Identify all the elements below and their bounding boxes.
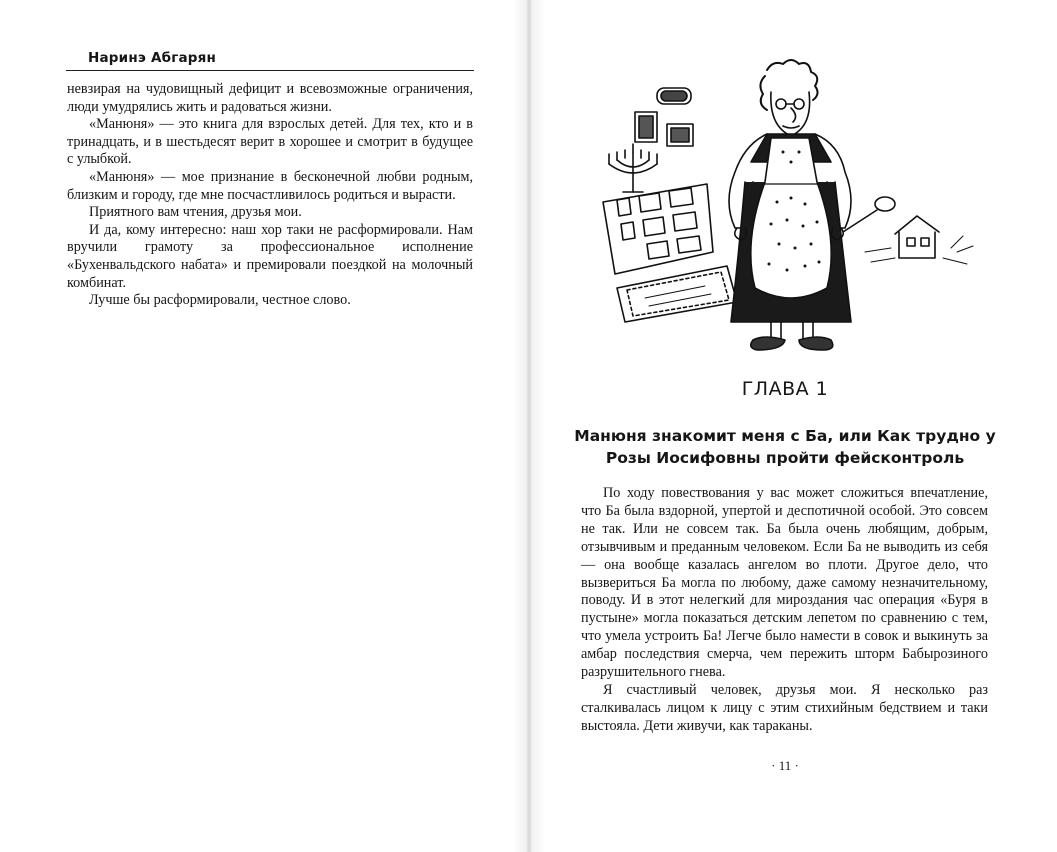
page-number: · 11 · — [771, 758, 799, 773]
wall-frames — [635, 88, 693, 146]
chapter-illustration — [595, 52, 980, 357]
dresser — [603, 184, 713, 274]
chapter-number: ГЛАВА 1 — [741, 378, 829, 400]
running-head-author: Наринэ Абгарян — [88, 50, 217, 66]
header-rule — [66, 70, 474, 71]
right-body-text — [581, 485, 988, 736]
left-paragraph-2: «Манюня» — это книга для взрослых детей. Для тех, кто и в тринадцать, и в шестьдесят верит в хорошее и смотрит в будущее с улыбкой. — [67, 116, 473, 168]
carpet — [617, 266, 737, 322]
book-gutter — [512, 0, 546, 852]
candelabra — [609, 144, 657, 192]
grandmother-figure — [729, 60, 895, 350]
left-paragraph-1: невзирая на чудовищный дефицит и всевозможные ограничения, люди умудрялись жить и радоваться жизни. — [67, 81, 473, 115]
left-paragraph-4: Приятного вам чтения, друзья мои. — [89, 204, 302, 221]
left-paragraph-3: «Манюня» — мое признание в бесконечной любви родным, близким и городу, где мне посчастливилось родиться и вырасти. — [67, 168, 473, 203]
right-paragraph-2: Я счастливый человек, друзья мои. Я несколько раз сталкивалась лицом к лицу с этим стихийным бедствием и таки выстояла. Дети живучи, как тараканы. — [581, 681, 988, 734]
right-paragraph-1: По ходу повествования у вас может сложиться впечатление, что Ба была вздорной, упертой и деспотичной особой. Это совсем не так. Или не совсем так. Ба была очень любящим, добрым, отзывчивым и преданным человеком. Если Ба не выводить из себя — она вообще казалась ангелом во плоти. Другое дело, что вызвериться Ба могла по любому, даже самому незначительному, поводу. И в этот нелегкий для мироздания час операция «Буря в пустыне» могла показаться детским лепетом по сравнению с тем, что умела устроить Ба! Легче было намести в совок и выкинуть за амбар последствия смерча, чем пережить шторм Бабырозиного разрушительного гнева. — [581, 485, 988, 681]
chapter-title: Манюня знакомит меня с Ба, или Как трудно у Розы Иосифовны пройти фейсконтроль — [574, 427, 996, 467]
left-page — [0, 0, 528, 852]
left-paragraph-6: Лучше бы расформировали, честное слово. — [89, 292, 351, 309]
left-body-text — [67, 81, 473, 310]
distant-house — [865, 216, 973, 264]
left-paragraph-5: И да, кому интересно: наш хор таки не расформировали. Нам вручили грамоту за профессиональное исполнение «Бухенвальдского набата» и премировали поездкой на молочный комбинат. — [67, 221, 473, 291]
